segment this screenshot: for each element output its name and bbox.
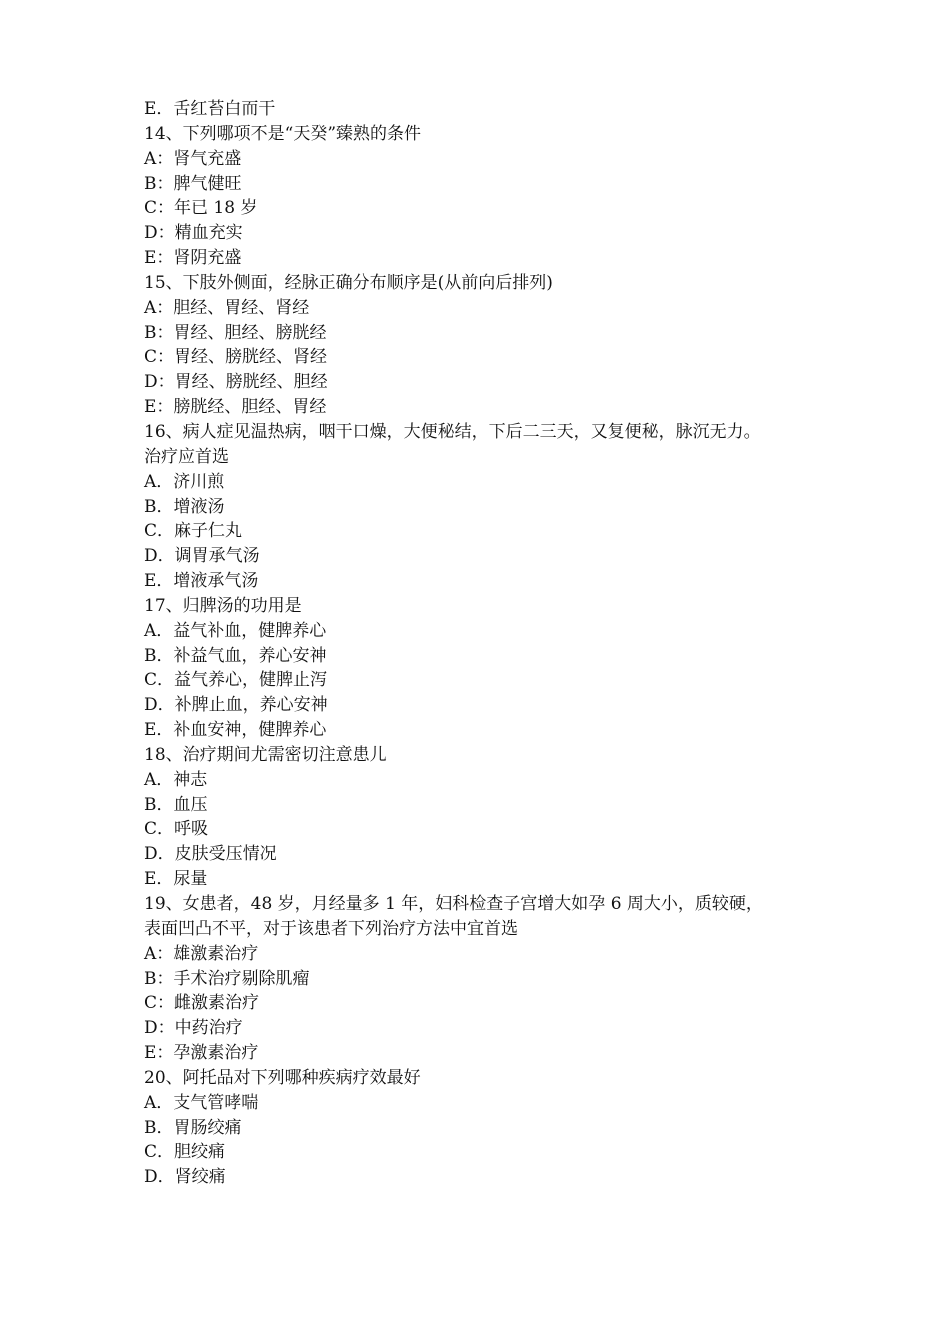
option-e: E：肾阴充盛 <box>144 248 242 269</box>
option-e: E．舌红苔白而干 <box>144 99 276 119</box>
option-b: B．补益气血，养心安神 <box>144 645 327 666</box>
option-e: E：孕激素治疗 <box>144 1043 259 1064</box>
question-16: 16、病人症见温热病，咽干口燥，大便秘结，下后二三天，又复便秘，脉沉无力。 <box>144 421 761 442</box>
option-a: A：肾气充盛 <box>144 148 242 169</box>
option-e: E．尿量 <box>144 869 208 890</box>
option-c: C．益气养心，健脾止泻 <box>144 670 328 691</box>
option-a: A．支气管哮喘 <box>144 1092 259 1113</box>
question-17: 17、归脾汤的功用是 <box>144 595 302 616</box>
option-a: A：胆经、胃经、肾经 <box>144 297 310 318</box>
option-e: E．补血安神，健脾养心 <box>144 720 327 741</box>
option-c: C：雌激素治疗 <box>144 993 260 1014</box>
option-c: C：年已 18 岁 <box>144 198 258 219</box>
question-18: 18、治疗期间尤需密切注意患儿 <box>144 744 387 765</box>
option-b: B．增液汤 <box>144 496 225 517</box>
option-a: A．神志 <box>144 769 208 790</box>
option-a: A．益气补血，健脾养心 <box>144 620 327 641</box>
option-a: A．济川煎 <box>144 471 225 492</box>
question-20: 20、阿托品对下列哪种疾病疗效最好 <box>144 1067 421 1088</box>
question-14: 14、下列哪项不是“天癸”臻熟的条件 <box>144 123 422 144</box>
question-19: 19、女患者，48 岁，月经量多 1 年，妇科检查子宫增大如孕 6 周大小，质较硬， <box>144 894 763 914</box>
option-c: C．呼吸 <box>144 819 209 840</box>
option-c: C：胃经、膀胱经、肾经 <box>144 347 328 368</box>
option-d: D．调胃承气汤 <box>144 546 260 567</box>
option-d: D．肾绞痛 <box>144 1167 226 1188</box>
question-16-continued: 治疗应首选 <box>144 446 229 467</box>
option-b: B：脾气健旺 <box>144 173 242 194</box>
question-19-continued: 表面凹凸不平，对于该患者下列治疗方法中宜首选 <box>144 918 518 939</box>
option-b: B：手术治疗剔除肌瘤 <box>144 968 310 989</box>
option-c: C．麻子仁丸 <box>144 521 243 542</box>
option-b: B．血压 <box>144 794 208 815</box>
option-b: B：胃经、胆经、膀胱经 <box>144 322 327 343</box>
option-d: D：胃经、膀胱经、胆经 <box>144 372 328 393</box>
option-d: D：精血充实 <box>144 223 243 244</box>
document-page <box>144 97 824 1190</box>
option-c: C．胆绞痛 <box>144 1142 226 1163</box>
option-d: D．皮肤受压情况 <box>144 844 277 865</box>
question-15: 15、下肢外侧面，经脉正确分布顺序是(从前向后排列) <box>144 272 553 293</box>
option-d: D．补脾止血，养心安神 <box>144 695 328 716</box>
option-a: A：雄激素治疗 <box>144 943 259 964</box>
option-d: D：中药治疗 <box>144 1018 243 1039</box>
option-e: E．增液承气汤 <box>144 571 259 592</box>
option-e: E：膀胱经、胆经、胃经 <box>144 397 327 418</box>
option-b: B．胃肠绞痛 <box>144 1117 242 1138</box>
